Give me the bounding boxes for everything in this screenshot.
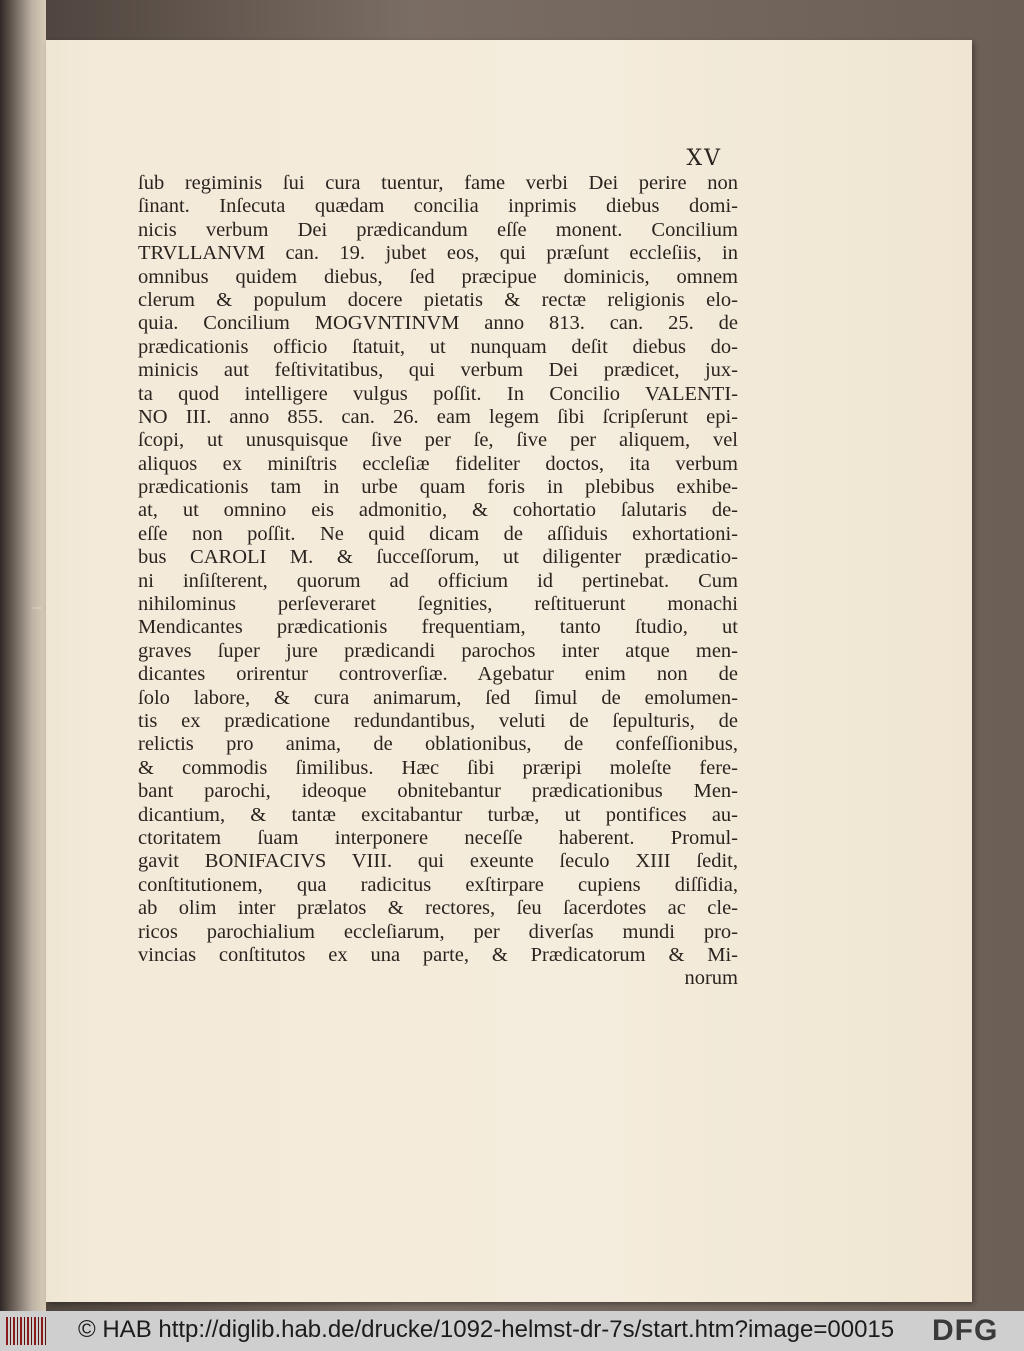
text-line: TRVLLANVM can. 19. jubet eos, qui præſunt eccleſiis, in (138, 242, 738, 265)
text-line: tis ex prædicatione redundantibus, veluti de ſepulturis, de (138, 709, 738, 732)
text-line: ſinant. Inſecuta quædam concilia inprimis diebus domi- (138, 195, 738, 218)
text-line: Mendicantes prædicationis frequentiam, tanto ſtudio, ut (138, 616, 738, 639)
text-line: ricos parochialium eccleſiarum, per diverſas mundi pro- (138, 920, 738, 943)
dfg-logo: DFG (932, 1314, 999, 1347)
page-number: XV (686, 146, 722, 171)
text-line: nihilominus perſeveraret ſegnities, reſtituerunt monachi (138, 593, 738, 616)
text-line: prædicationis officio ſtatuit, ut nunquam deſit diebus do- (138, 335, 738, 358)
copyright-url-link[interactable]: © HAB http://diglib.hab.de/drucke/1092-helmst-dr-7s/start.htm?image=00015 (78, 1316, 895, 1343)
text-line: at, ut omnino eis admonitio, & cohortatio ſalutaris de- (138, 499, 738, 522)
text-line: ſub regiminis ſui cura tuentur, fame verbi Dei perire non (138, 172, 738, 194)
text-line: quia. Concilium MOGVNTINVM anno 813. can. 25. de (138, 312, 738, 335)
text-line: dicantium, & tantæ excitabantur turbæ, ut pontifices au- (138, 803, 738, 826)
text-line: eſſe non poſſit. Ne quid dicam de aſſiduis exhortationi- (138, 522, 738, 545)
text-line: omnibus quidem diebus, ſed præcipue dominicis, omnem (138, 265, 738, 288)
text-line: ni inſiſterent, quorum ad officium id pertinebat. Cum (138, 569, 738, 592)
text-line: gavit BONIFACIVS VIII. qui exeunte ſeculo XIII ſedit, (138, 850, 738, 873)
text-line: graves ſuper jure prædicandi parochos inter atque men- (138, 639, 738, 662)
text-line: dicantes orirentur controverſiæ. Agebatur enim non de (138, 663, 738, 686)
footer-bar (0, 1311, 1024, 1351)
text-line: ſcopi, ut unusquisque ſive per ſe, ſive per aliquem, vel (138, 429, 738, 452)
text-line: ab olim inter prælatos & rectores, ſeu ſacerdotes ac cle- (138, 897, 738, 920)
text-line: ta quod intelligere vulgus poſſit. In Concilio VALENTI- (138, 382, 738, 405)
text-line: aliquos ex miniſtris eccleſiæ fideliter doctos, ita verbum (138, 452, 738, 475)
text-line: ſolo labore, & cura animarum, ſed ſimul de emolumen- (138, 686, 738, 709)
book-binding (0, 0, 46, 1311)
text-line: NO III. anno 855. can. 26. eam legem ſibi ſcripſerunt epi- (138, 405, 738, 428)
text-line: bus CAROLI M. & ſucceſſorum, ut diligenter prædicatio- (138, 546, 738, 569)
text-line: bant parochi, ideoque obnitebantur prædicationibus Men- (138, 780, 738, 803)
text-line: nicis verbum Dei prædicandum eſſe monent. Concilium (138, 218, 738, 241)
barcode-icon (6, 1317, 46, 1345)
text-line: & commodis ſimilibus. Hæc ſibi præripi moleſte fere- (138, 756, 738, 779)
text-line: conſtitutionem, qua radicitus exſtirpare cupiens diſſidia, (138, 873, 738, 896)
page-text-block (138, 172, 738, 991)
text-line: ctoritatem ſuam interponere neceſſe haberent. Promul- (138, 826, 738, 849)
catchword: norum (684, 967, 738, 990)
text-line: clerum & populum docere pietatis & rectæ religionis elo- (138, 288, 738, 311)
text-line: prædicationis tam in urbe quam foris in plebibus exhibe- (138, 476, 738, 499)
text-line: vincias conſtitutos ex una parte, & Prædicatorum & Mi- (138, 943, 738, 966)
text-line: relictis pro anima, de oblationibus, de confeſſionibus, (138, 733, 738, 756)
text-line: minicis aut feſtivitatibus, qui verbum Dei prædicet, jux- (138, 359, 738, 382)
